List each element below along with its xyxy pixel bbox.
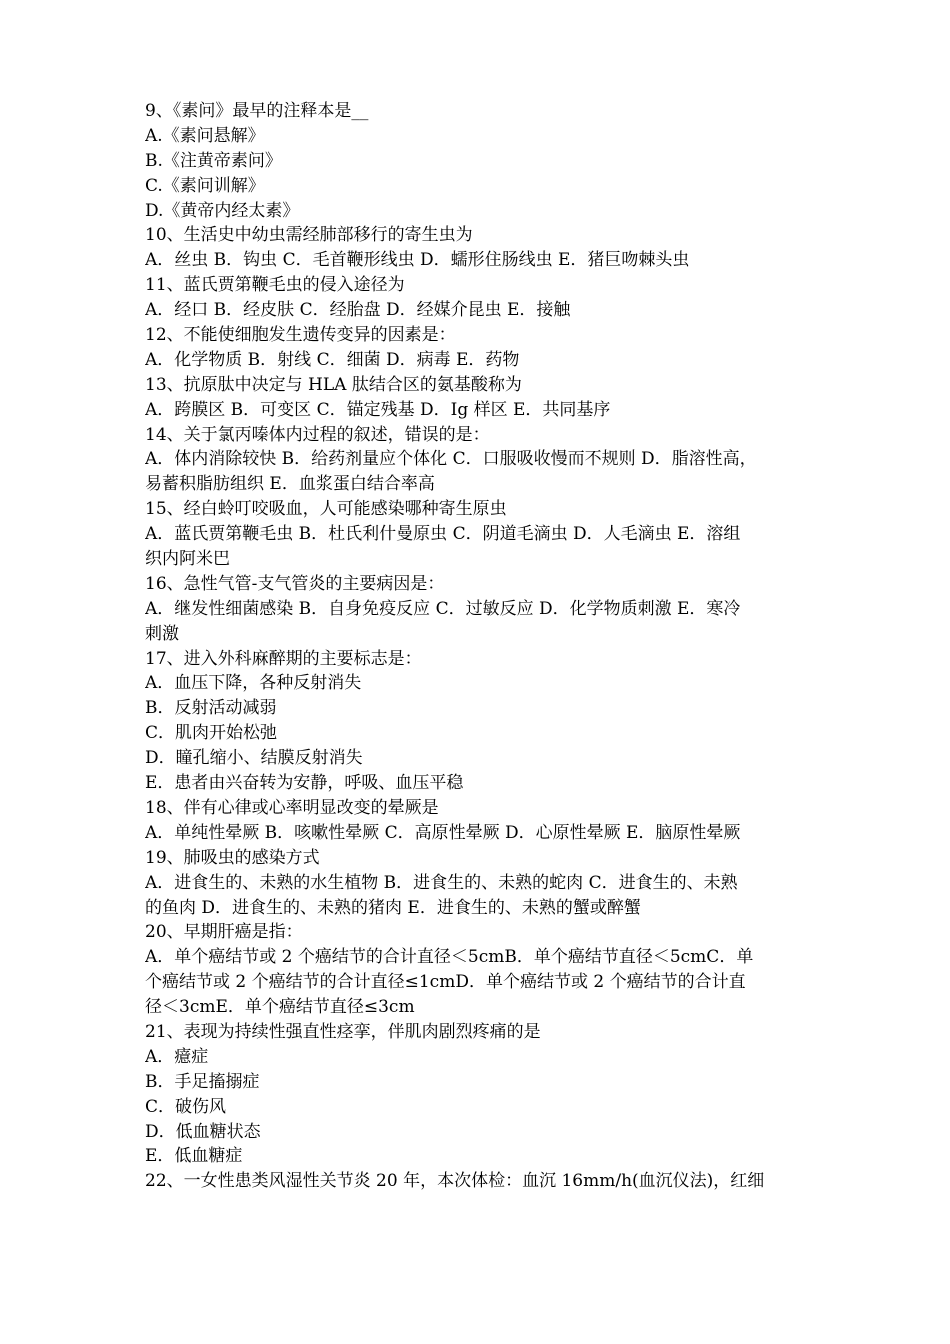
text-line: 的鱼肉 D．进食生的、未熟的猪肉 E．进食生的、未熟的蟹或醉蟹 (145, 897, 641, 918)
text-line: E．患者由兴奋转为安静，呼吸、血压平稳 (145, 773, 464, 794)
text-line: C．肌肉开始松弛 (145, 723, 278, 744)
text-line: A．化学物质 B．射线 C．细菌 D．病毒 E．药物 (145, 349, 520, 370)
text-line: D．瞳孔缩小、结膜反射消失 (145, 748, 363, 769)
text-line: A．丝虫 B．钩虫 C．毛首鞭形线虫 D．蠕形住肠线虫 E．猪巨吻棘头虫 (145, 250, 690, 271)
text-line: A．蓝氏贾第鞭毛虫 B．杜氏利什曼原虫 C．阴道毛滴虫 D．人毛滴虫 E．溶组 (145, 524, 741, 545)
text-line: 10、生活史中幼虫需经肺部移行的寄生虫为 (145, 225, 473, 246)
text-line: 径＜3cmE．单个癌结节直径≤3cm (145, 997, 415, 1018)
text-line: A．单纯性晕厥 B．咳嗽性晕厥 C．高原性晕厥 D．心原性晕厥 E．脑原性晕厥 (145, 822, 741, 843)
text-line: 19、肺吸虫的感染方式 (145, 847, 320, 868)
text-line: B.《注黄帝素问》 (145, 150, 282, 171)
text-line: 个癌结节或 2 个癌结节的合计直径≤1cmD．单个癌结节或 2 个癌结节的合计直 (145, 972, 746, 993)
text-line: 15、经白蛉叮咬吸血，人可能感染哪种寄生原虫 (145, 499, 507, 520)
text-line: 11、蓝氏贾第鞭毛虫的侵入途径为 (145, 275, 405, 296)
text-line: 21、表现为持续性强直性痉挛，伴肌肉剧烈疼痛的是 (145, 1021, 541, 1042)
text-line: A．继发性细菌感染 B．自身免疫反应 C．过敏反应 D．化学物质刺激 E．寒冷 (145, 598, 741, 619)
text-line: D.《黄帝内经太素》 (145, 200, 300, 221)
text-line: A.《素问悬解》 (145, 125, 265, 146)
text-line: 织内阿米巴 (145, 549, 230, 570)
text-line: 易蓄积脂肪组织 E．血浆蛋白结合率高 (145, 474, 435, 495)
text-line: B．手足搐搦症 (145, 1071, 260, 1092)
text-line: 14、关于氯丙嗪体内过程的叙述，错误的是： (145, 424, 490, 445)
text-line: C．破伤风 (145, 1096, 227, 1117)
text-line: 12、不能使细胞发生遗传变异的因素是： (145, 325, 456, 346)
text-line: A．跨膜区 B．可变区 C．锚定残基 D．Ig 样区 E．共同基序 (145, 399, 611, 420)
text-line: 9、《素问》最早的注释本是__ (145, 101, 369, 121)
text-line: 13、抗原肽中决定与 HLA 肽结合区的氨基酸称为 (145, 374, 522, 395)
text-line: A．进食生的、未熟的水生植物 B．进食生的、未熟的蛇肉 C．进食生的、未熟 (145, 872, 738, 893)
text-line: E．低血糖症 (145, 1146, 243, 1167)
text-line: A．血压下降，各种反射消失 (145, 673, 362, 694)
text-line: 20、早期肝癌是指： (145, 922, 303, 943)
text-line: 16、急性气管-支气管炎的主要病因是： (145, 573, 445, 594)
text-line: D．低血糖状态 (145, 1121, 261, 1142)
text-line: 17、进入外科麻醉期的主要标志是： (145, 648, 422, 669)
text-line: A．体内消除较快 B．给药剂量应个体化 C．口服吸收慢而不规则 D．脂溶性高， (145, 449, 757, 470)
text-line: A．经口 B．经皮肤 C．经胎盘 D．经媒介昆虫 E．接触 (145, 300, 571, 321)
text-line: B．反射活动减弱 (145, 698, 277, 719)
text-line: 刺激 (145, 623, 179, 644)
text-line: 18、伴有心律或心率明显改变的晕厥是 (145, 797, 439, 818)
text-line: A．单个癌结节或 2 个癌结节的合计直径＜5cmB．单个癌结节直径＜5cmC．单 (145, 947, 754, 968)
text-line: C.《素问训解》 (145, 175, 265, 196)
document-page (145, 99, 810, 1194)
text-line: A．癔症 (145, 1046, 209, 1067)
text-line: 22、一女性患类风湿性关节炎 20 年，本次体检：血沉 16mm/h(血沉仪法)，红细 (145, 1171, 765, 1192)
